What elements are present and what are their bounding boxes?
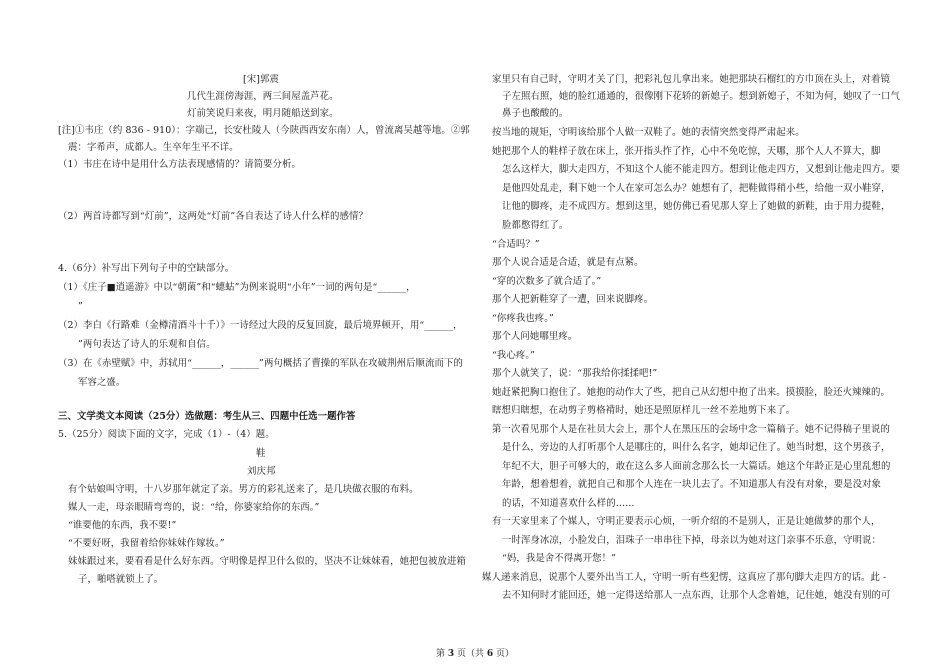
right-text-line: 那个人说合适是合适，就是有点紧。 xyxy=(492,257,644,268)
footer-total-pages: 6 xyxy=(486,649,494,659)
right-text-line: 是什么，旁边的人打听那个人是哪庄的，叫什么名字，她却记住了。她当时想，这个男孩子， xyxy=(502,442,891,453)
left-text-line: 5.（25分）阅读下面的文字，完成（1）-（4）题。 xyxy=(58,429,275,440)
right-text-line: 那个人把新鞋穿了一遭，回来说脚疼。 xyxy=(492,294,654,305)
right-text-line: 年纪不大，胆子可够大的，敢在这么多人面前念那么长一大篇话。她这个年龄正是心里乱想的 xyxy=(502,461,891,472)
right-text-line: 怎么这样大，脚大走四方，不知这个人能不能走四方。想到让他走四方，又想到让他走四方。要 xyxy=(502,164,900,175)
left-text-line: “谁要他的东西，我不要!” xyxy=(68,520,177,531)
left-text-line: （1）韦庄在诗中是用什么方法表现感情的？请简要分析。 xyxy=(58,159,301,170)
left-text-line: [宋]郭震 xyxy=(243,74,279,85)
left-text-line: （1）《庄子■逍遥游》中以“朝菌”和“蟪蛄”为例来说明“小年”一词的两句是“______， xyxy=(58,282,416,293)
right-text-line: “我心疼。” xyxy=(492,350,535,361)
right-text-line: 的话，不知道喜欢什么样的…… xyxy=(502,498,635,509)
right-text-line: “穿的次数多了就合适了。” xyxy=(492,276,602,287)
left-text-line: 媒人一走，母亲眼睛弯弯的，说：“给，你婆家给你的东西。” xyxy=(68,502,320,513)
footer-middle: 页（共 xyxy=(454,649,487,659)
right-text-line: 鼻子也酸酸的。 xyxy=(502,108,569,119)
left-text-line: 4.（6分）补写出下列句子中的空缺部分。 xyxy=(58,263,235,274)
left-text-line: 三、文学类文本阅读（25分）选做题：考生从三、四题中任选一题作答 xyxy=(58,411,356,422)
left-text-line: 几代生涯傍海涯，两三间屋盖芦花。 xyxy=(187,91,339,102)
right-text-line: 让他的脚疼，走不成四方。想到这里，她仿佛已看见那人穿上了她做的新鞋，由于用力提鞋， xyxy=(502,201,891,212)
left-text-line: 军容之盛。 xyxy=(78,377,126,388)
right-text-line: “合适吗？” xyxy=(492,239,540,250)
right-text-line: 那个人就笑了，说：“那我给你揉揉吧!” xyxy=(492,368,658,379)
right-text-line: 她把那个人的鞋样子放在床上，张开指头拃了拃，心中不免吃惊，天哪，那个人人不算大，脚 xyxy=(492,146,881,157)
left-text-line: 鞋 xyxy=(256,448,266,459)
left-text-line: 震：字希声，成都人。生卒年生平不详。 xyxy=(68,142,239,153)
page-footer xyxy=(0,646,950,659)
right-text-line: 第一次看见那个人是在社员大会上，那个人在黑压压的会场中念一篇稿子。她不记得稿子里说的 xyxy=(492,424,890,435)
left-text-line: （2）两首诗都写到“灯前”，这两处“灯前”各自表达了诗人什么样的感情？ xyxy=(58,211,368,222)
left-text-line: “不要好呀，我留着给你妹妹作嫁妆。” xyxy=(68,538,225,549)
right-text-line: 按当地的规矩，守明该给那个人做一双鞋了。她的表情突然变得严肃起来。 xyxy=(492,127,805,138)
right-text-line: 家里只有自己时，守明才关了门，把彩礼包儿拿出来。她把那块石榴红的方巾顶在头上，对着镜 xyxy=(492,74,890,85)
right-text-line: 去不知何时才能回还，她一定得送给那人一点东西，让那个人念着她，记住她，她没有别的可 xyxy=(502,590,891,601)
footer-suffix: 页） xyxy=(493,649,514,659)
footer-page-number: 3 xyxy=(447,649,455,659)
left-text-line: 子，啪嗒就锁上了。 xyxy=(78,574,164,585)
right-text-line: “你疼我也疼。” xyxy=(492,313,554,324)
right-text-line: 年龄，想着想着，就把自己和那个人连在一块儿去了。不知道那人有没有对象，要是没对象 xyxy=(502,479,882,490)
right-text-line: “妈，我是舍不得离开您！” xyxy=(502,553,617,564)
right-text-line: 子左照右照，她的脸红通通的，很像刚下花轿的新媳子。想到新媳子，不知为何，她叹了一口气 xyxy=(502,91,900,102)
left-text-line: 刘庆邦 xyxy=(247,466,276,477)
left-text-line: 有个姑娘叫守明，十八岁那年就定了亲。男方的彩礼送来了，是几块做衣服的布料。 xyxy=(68,484,419,495)
left-text-line: 妹妹跟过来，要看看是什么好东西。守明像是捍卫什么似的，坚决不让妹妹看，她把包被放进箱 xyxy=(68,556,466,567)
right-text-line: 脸都憋得红了。 xyxy=(502,220,569,231)
footer-prefix: 第 xyxy=(435,649,448,659)
right-text-line: 是他四处乱走，剩下她一个人在家可怎么办？她想有了，把鞋做得稍小些，给他一双小鞋穿， xyxy=(502,183,891,194)
left-text-line: 灯前笑说归来夜，明月随船送到家。 xyxy=(187,108,339,119)
right-text-line: 一时浑身冰凉，小脸发白，泪珠子一串串往下掉，母亲以为她对这门亲事不乐意，守明说： xyxy=(502,535,882,546)
left-text-line: ” xyxy=(78,301,83,312)
left-text-line: [注]①韦庄（约 836 - 910）：字端己，长安杜陵人（今陕西西安东南）人，曾流离吴越等地。②郭 xyxy=(58,125,470,136)
right-text-line: 瞎想归瞎想，在动剪子剪格褙时，她还是照原样儿一丝不差地剪下来了。 xyxy=(492,405,796,416)
left-text-line: （3）在《赤壁赋》中，苏轼用“______，______”两句概括了曹操的军队在攻破荆州后顺流而下的 xyxy=(58,358,463,369)
right-text-line: 媒人递来消息，说那个人要外出当工人，守明一听有些犯愣，这真应了那句脚大走四方的话。此 - xyxy=(482,572,887,583)
right-text-line: 那个人问她哪里疼。 xyxy=(492,331,578,342)
left-text-line: ”两句表达了诗人的乐观和自信。 xyxy=(78,339,216,350)
right-text-line: 有一天家里来了个媒人，守明正要表示心烦，一听介绍的不是别人，正是让她做梦的那个人， xyxy=(492,516,881,527)
right-text-line: 她赶紧把胸口抱住了。她抱的动作大了些，把自己从幻想中抱了出来。摸摸脸，脸还火辣辣的。 xyxy=(492,387,890,398)
left-text-line: （2）李白《行路难（金樽清酒斗十千）》一诗经过大段的反复回旋，最后境界顿开，用“______， xyxy=(58,320,463,331)
